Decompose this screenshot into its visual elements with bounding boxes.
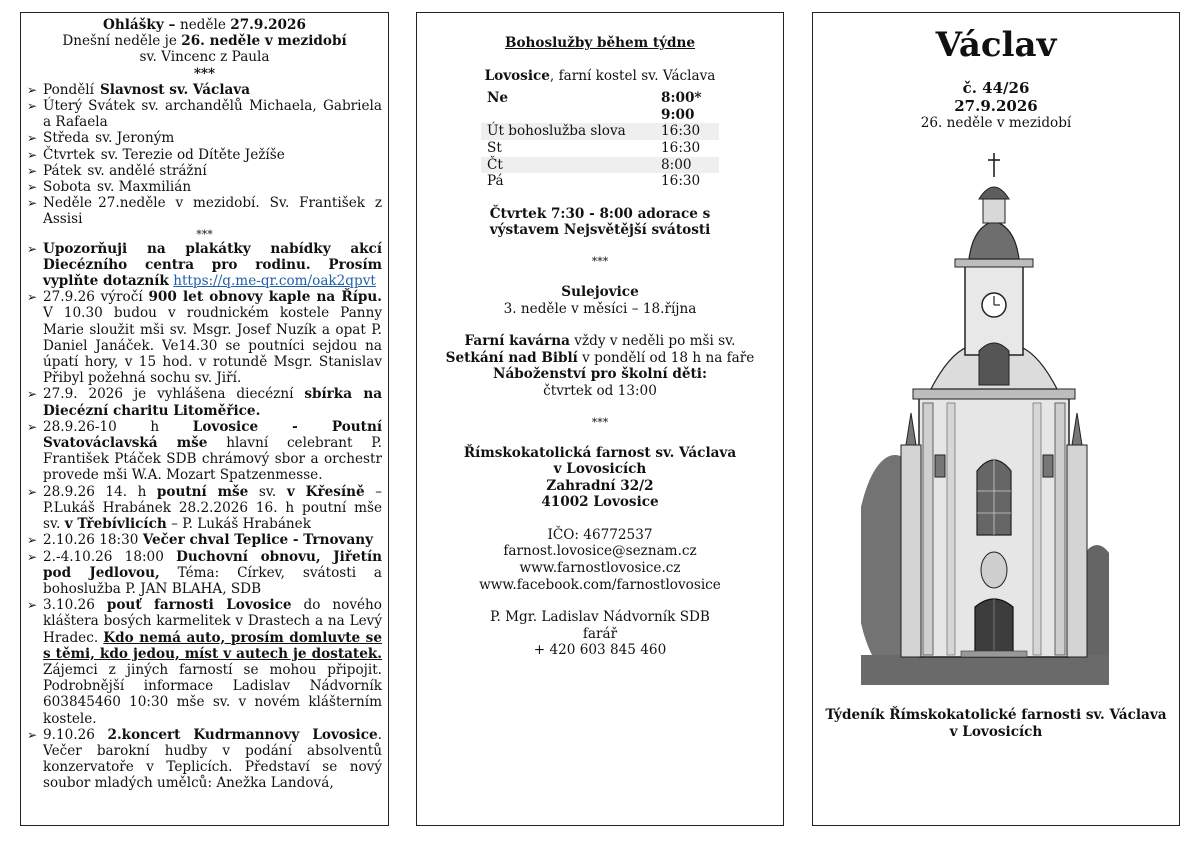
- priest-role: farář: [582, 625, 618, 642]
- week-day-name: Pátek: [43, 162, 82, 179]
- bible-text: v pondělí od 18 h na faře: [577, 349, 755, 366]
- schedule-time: 16:30: [661, 139, 701, 156]
- notice-text: Upozorňuji na plakátky nabídky akcí Diecézního centra pro rodinu. Prosím vyplňte dotazník: [43, 240, 382, 290]
- notice-text: sv.: [248, 483, 287, 500]
- cafe-line: [431, 333, 769, 350]
- spacer: [431, 429, 769, 445]
- schedule-time: 16:30: [661, 173, 701, 190]
- header-label: Ohlášky –: [103, 17, 180, 33]
- web-link[interactable]: www.farnostlovosice.cz: [519, 560, 681, 577]
- week-day-item: [27, 98, 382, 130]
- week-day-name: Neděle: [43, 195, 93, 212]
- announcements-header: [27, 17, 382, 33]
- notice-text: 2.10.26 18:30: [43, 532, 143, 549]
- table-row: [481, 140, 719, 157]
- religion-text: čtvrtek od 13:00: [543, 382, 657, 399]
- sulejovice-title: Sulejovice: [561, 283, 639, 300]
- notice-text: 28.9.26 14. h: [43, 483, 157, 500]
- bulletin-title: Václav: [935, 25, 1057, 65]
- schedule-day: Ne: [487, 90, 509, 107]
- services-heading: Bohoslužby během týdne: [504, 35, 696, 51]
- schedule-day: Pá: [487, 173, 504, 190]
- announcement-list: [27, 241, 382, 792]
- cover-panel: [812, 12, 1180, 826]
- place-name: Lovosice: [484, 67, 550, 84]
- spacer: [431, 400, 769, 416]
- week-day-name: Čtvrtek: [43, 146, 95, 163]
- notice-text: Téma: Církev, svátosti a bohoslužba P. JAN BLAHA, SDB: [43, 564, 382, 597]
- list-item: [27, 484, 382, 533]
- week-day-feast: sv. andělé strážní: [87, 162, 207, 179]
- address-line: v Lovosicích: [553, 461, 647, 478]
- schedule-table: [481, 90, 719, 190]
- notice-text: 3.10.26: [43, 597, 107, 614]
- email-link[interactable]: farnost.lovosice@seznam.cz: [503, 543, 697, 560]
- bible-title: Setkání nad Biblí: [445, 349, 578, 366]
- stars-separator: ***: [193, 65, 216, 82]
- notice-text: . Večer barokní hudby v podání absolventů konzervatoře v Teplicích. Představí se nový soubor mladých umělců: Anežka Landová,: [43, 726, 382, 792]
- adoration-notice: Čtvrtek 7:30 - 8:00 adorace s výstavem Nejsvětější svátosti: [489, 205, 711, 239]
- week-day-name: Středa: [43, 130, 90, 147]
- week-day-feast: sv. Jeroným: [95, 130, 175, 147]
- notice-bold: Duchovní obnovu, Jiřetín pod Jedlovou,: [43, 548, 382, 581]
- week-day-item: [27, 195, 382, 227]
- list-item: [27, 386, 382, 418]
- notice-text: – P.Lukáš Hrabánek 28.2.2026 16. h poutní mše sv.: [43, 483, 383, 533]
- notice-text: V 10.30 budou v roudnickém kostele Panny Marie sloužit mši sv. Msgr. Josef Nuzík a opat P. Daniel Janáček. Ve14.30 se poutníci sejdou na úpatí hory, v 15 hod. v rotundě Msgr. Stanislav Přibyl požehná sochu sv. Jiří.: [43, 305, 382, 387]
- week-day-item: [27, 82, 382, 98]
- priest-name: P. Mgr. Ladislav Nádvorník SDB: [490, 609, 710, 626]
- today-line: [27, 33, 382, 49]
- week-day-feast: 27.neděle v mezidobí. Sv. František z Assisi: [43, 195, 382, 228]
- list-item: [27, 727, 382, 792]
- notice-bold-underlined: Kdo nemá auto, prosím domluvte se s těmi, kdo jedou, míst v autech je dostatek.: [43, 629, 382, 662]
- religion-title: Náboženství pro školní děti:: [493, 366, 707, 383]
- services-panel: [416, 12, 784, 826]
- spacer: [431, 511, 769, 527]
- week-day-feast: sv. Terezie od Dítěte Ježíše: [100, 146, 285, 163]
- ico-line: IČO: 46772537: [547, 526, 653, 543]
- table-row: [481, 173, 719, 190]
- footer-line: v Lovosicích: [949, 724, 1043, 740]
- notice-text: 27.9. 2026 je vyhlášena diecézní: [43, 386, 305, 403]
- notice-text: 27.9.26 výročí: [43, 289, 149, 306]
- cafe-text: vždy v neděli po mši sv.: [569, 333, 736, 350]
- stars-separator: ***: [591, 415, 609, 429]
- header-date: 27.9.2026: [230, 17, 306, 33]
- facebook-link[interactable]: www.facebook.com/farnostlovosice: [479, 576, 721, 593]
- today-sunday: 26. neděle v mezidobí: [181, 33, 347, 50]
- church-illustration: [861, 145, 1109, 685]
- place-church: , farní kostel sv. Václava: [549, 67, 716, 84]
- phone-number: + 420 603 845 460: [533, 642, 667, 659]
- spacer: [431, 190, 769, 206]
- table-row: [481, 123, 719, 140]
- saint-line: sv. Vincenc z Paula: [139, 49, 270, 66]
- bulletin-footer: [813, 707, 1179, 741]
- schedule-time: 8:00: [655, 157, 719, 174]
- week-day-item: [27, 147, 382, 163]
- issue-date: 27.9.2026: [954, 97, 1038, 115]
- notice-bold: v Třebívlicích: [64, 516, 167, 533]
- list-item: [27, 532, 382, 548]
- notice-text: Zájemci z jiných farností se mohou připojit. Podrobnější informace Ladislav Nádvorník 603845460 10:30 mše sv. v novém klášterním kostele.: [43, 661, 382, 727]
- list-item: [27, 597, 382, 727]
- week-day-name: Pondělí: [43, 81, 94, 98]
- notice-bold: pouť farnosti Lovosice: [106, 597, 292, 614]
- stars-separator: ***: [591, 254, 609, 268]
- week-day-name: Sobota: [43, 179, 91, 196]
- sulejovice-text: 3. neděle v měsíci – 18.října: [503, 300, 697, 317]
- week-day-item: [27, 130, 382, 146]
- notice-text: hlavní celebrant P. František Ptáček SDB chrámový sbor a orchestr provede mši W.A. Mozart Spatzenmesse.: [43, 435, 382, 484]
- week-day-item: [27, 163, 382, 179]
- schedule-day: Út bohoslužba slova: [481, 123, 655, 140]
- address-line: Zahradní 32/2: [546, 477, 654, 494]
- sunday-name: 26. neděle v mezidobí: [920, 115, 1072, 131]
- address-line: 41002 Lovosice: [541, 494, 659, 511]
- header-sunday: neděle: [179, 17, 231, 33]
- spacer: [431, 593, 769, 609]
- spacer: [431, 239, 769, 255]
- schedule-day: St: [487, 139, 502, 156]
- notice-text: 28.9.26-10 h: [43, 418, 193, 435]
- schedule-time: 8:00* 9:00: [661, 90, 702, 123]
- week-day-name: Úterý: [43, 98, 83, 115]
- parish-address: [431, 445, 769, 511]
- notice-bold: sbírka na Diecézní charitu Litoměřice.: [43, 386, 383, 419]
- issue-number: č. 44/26: [962, 79, 1030, 97]
- footer-line: Týdeník Římskokatolické farnosti sv. Václava: [825, 707, 1167, 723]
- notice-bold: 900 let obnovy kaple na Řípu.: [148, 289, 382, 306]
- list-item: [27, 289, 382, 386]
- stars-separator: ***: [196, 227, 213, 241]
- notice-bold: 2.koncert Kudrmannovy Lovosice: [107, 726, 378, 743]
- questionnaire-link[interactable]: https://q.me-qr.com/oak2qpvt: [173, 273, 376, 290]
- today-label: Dnešní neděle je: [62, 33, 182, 50]
- announcements-panel: [20, 12, 389, 826]
- cafe-title: Farní kavárna: [464, 333, 570, 350]
- week-list: [27, 82, 382, 228]
- notice-text: 9.10.26: [43, 726, 108, 743]
- spacer: [431, 317, 769, 333]
- week-day-feast: Slavnost sv. Václava: [99, 81, 250, 98]
- notice-bold: poutní mše: [156, 483, 249, 500]
- table-row: [481, 157, 719, 174]
- spacer: [431, 52, 769, 68]
- week-day-feast: Svátek sv. archandělů Michaela, Gabriela a Rafaela: [43, 98, 382, 131]
- spacer: [431, 268, 769, 284]
- schedule-time: 16:30: [655, 123, 719, 140]
- notice-bold: v Křesíně: [286, 483, 365, 500]
- bible-line: [431, 350, 769, 367]
- list-item: [27, 549, 382, 598]
- notice-bold: Večer chval Teplice - Trnovany: [142, 532, 374, 549]
- notice-text: do nového kláštera bosých karmelitek v Drastech a na Levý Hradec.: [43, 597, 382, 646]
- notice-text: 2.-4.10.26 18:00: [43, 548, 177, 565]
- table-row: [481, 90, 719, 123]
- week-day-item: [27, 179, 382, 195]
- services-place: [431, 68, 769, 85]
- list-item: [27, 419, 382, 484]
- week-day-feast: sv. Maxmilián: [96, 179, 192, 196]
- schedule-day: Čt: [481, 157, 655, 174]
- notice-text: – P. Lukáš Hrabánek: [166, 516, 311, 533]
- list-item: [27, 241, 382, 290]
- notice-bold: Lovosice - Poutní Svatováclavská mše: [43, 418, 382, 452]
- address-line: Římskokatolická farnost sv. Václava: [463, 444, 737, 461]
